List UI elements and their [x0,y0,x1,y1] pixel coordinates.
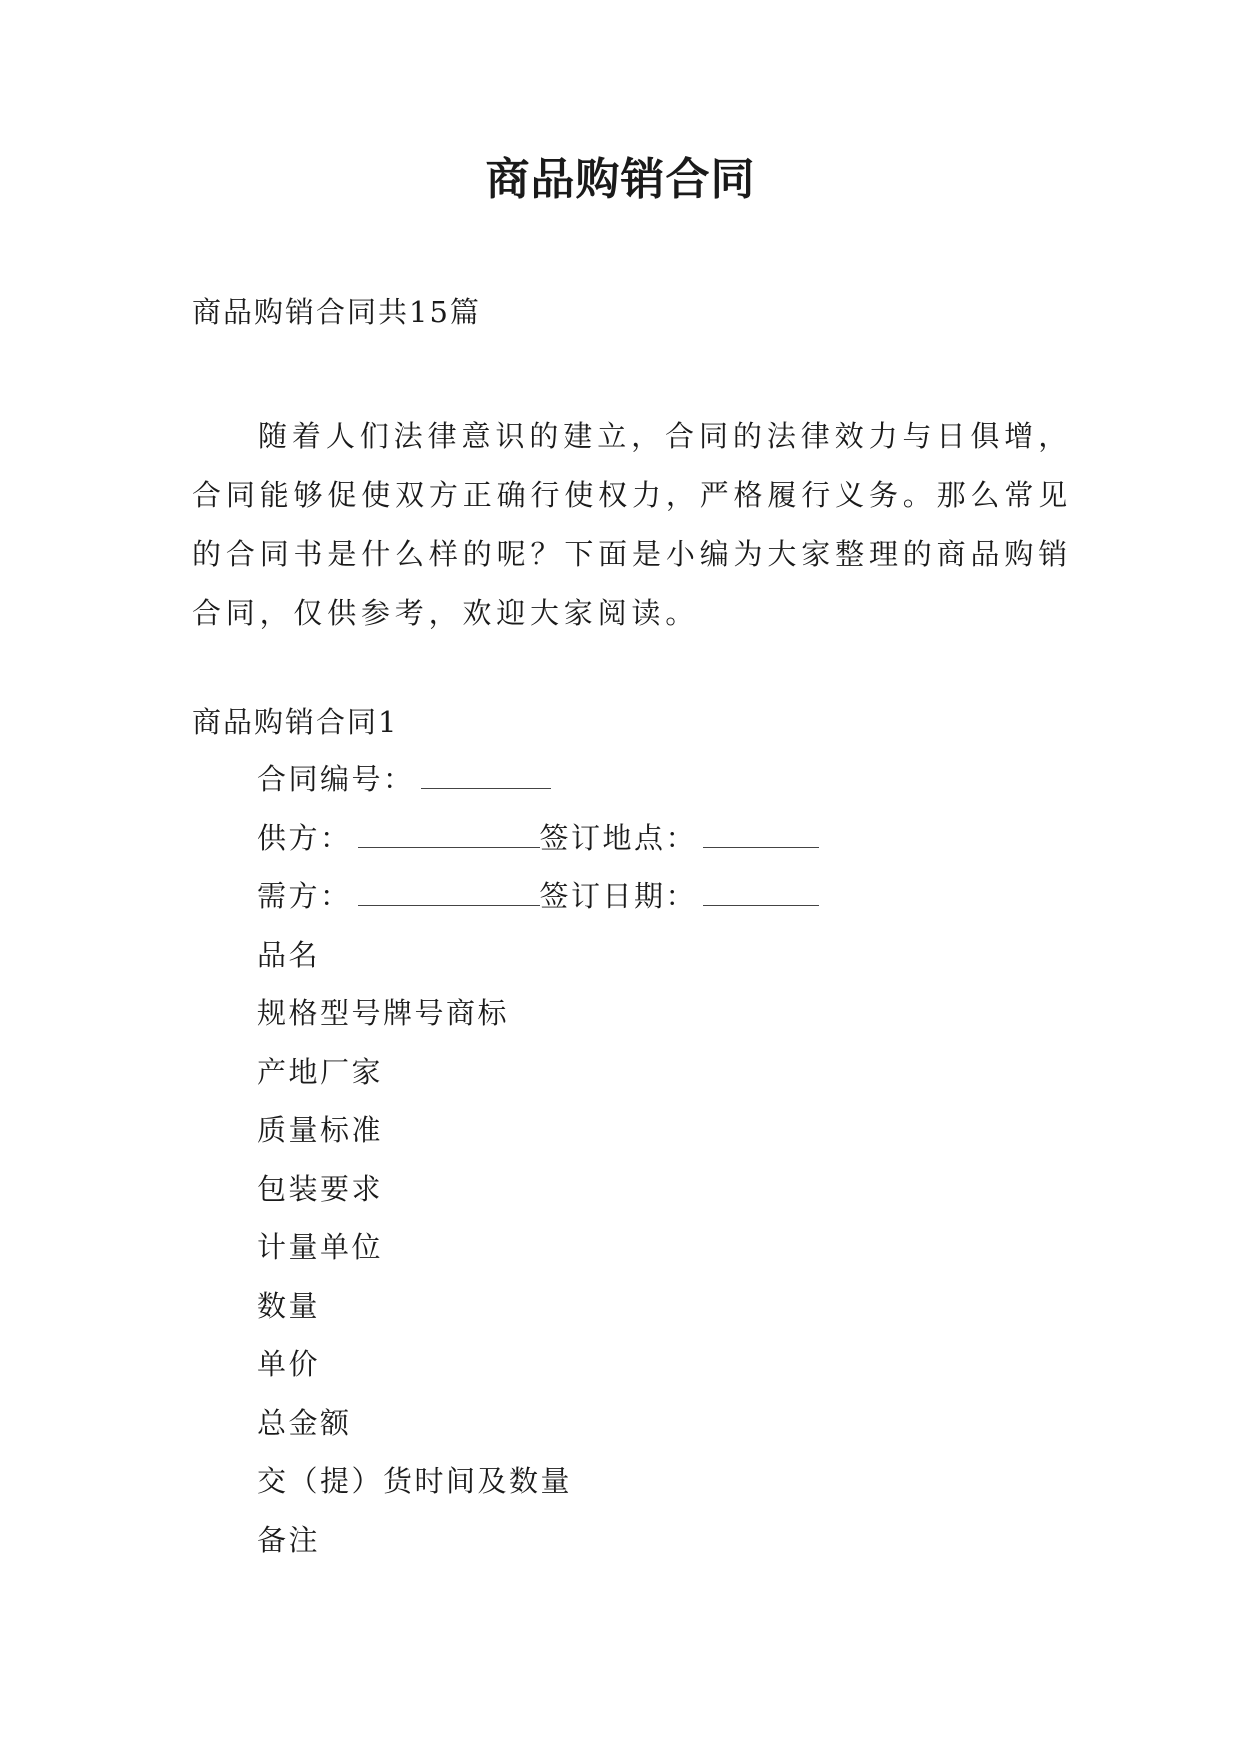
sign-date-blank [703,877,819,906]
contract-fields [257,759,819,1578]
intro-paragraph: 随着人们法律意识的建立，合同的法律效力与日俱增，合同能够促使双方正确行使权力，严格履行义务。那么常见的合同书是什么样的呢？下面是小编为大家整理的商品购销合同，仅供参考，欢迎大家阅读。 [192,419,1072,630]
buyer-label: 需方： [257,879,352,913]
item-line: 总金额 [257,1405,352,1440]
supplier-label: 供方： [257,820,352,855]
sign-date-label: 签订日期： [539,879,698,913]
item-line: 规格型号牌号商标 [257,996,510,1030]
buyer-blank [358,877,540,906]
item-line: 计量单位 [257,1230,384,1264]
item-line: 单价 [257,1347,321,1381]
supplier-line [257,818,819,877]
item-line: 数量 [257,1288,321,1323]
section-heading: 商品购销合同1 [192,705,399,739]
contract-number-blank [421,760,551,789]
document-subtitle: 商品购销合同共15篇 [192,295,481,329]
sign-place-label: 签订地点： [539,820,698,855]
item-line: 备注 [257,1522,321,1557]
contract-number-line [257,759,819,818]
item-line: 交（提）货时间及数量 [257,1464,573,1498]
item-line: 包装要求 [257,1171,384,1206]
contract-number-label: 合同编号： [257,762,415,796]
document-title: 商品购销合同 [485,154,756,205]
buyer-line [257,876,819,935]
sign-place-blank [703,819,819,848]
item-line: 质量标准 [257,1113,384,1147]
supplier-blank [358,819,540,848]
item-line: 品名 [257,937,321,972]
item-line: 产地厂家 [257,1054,384,1089]
